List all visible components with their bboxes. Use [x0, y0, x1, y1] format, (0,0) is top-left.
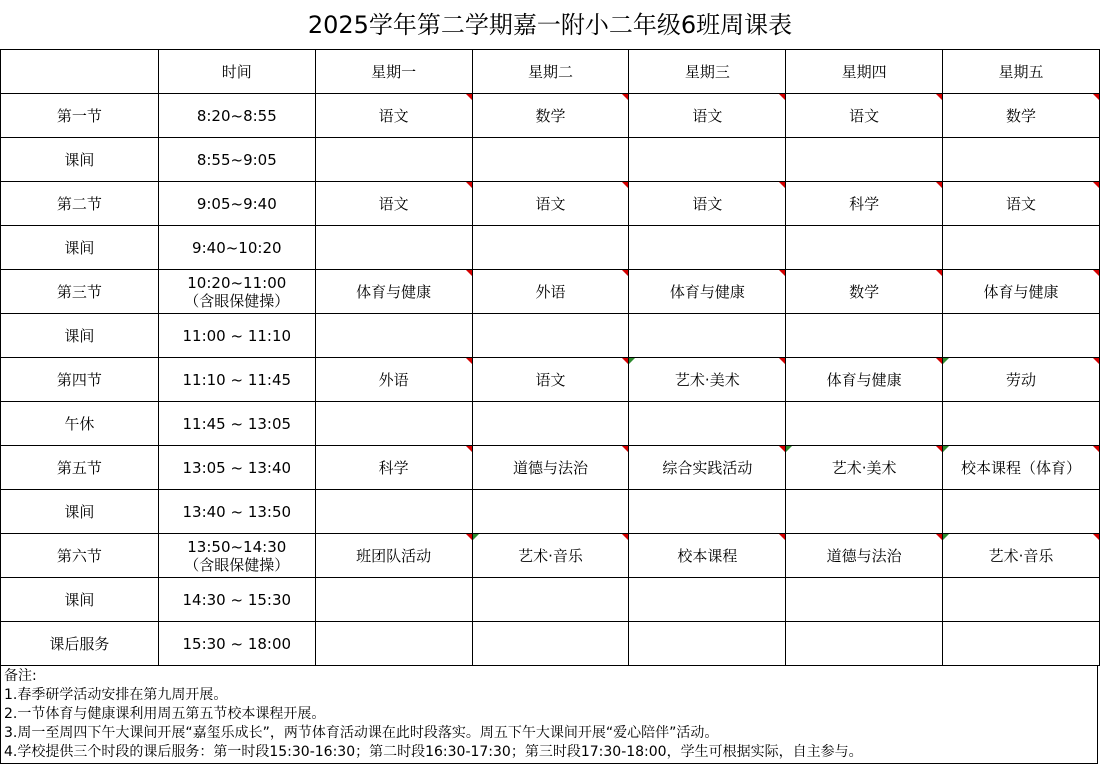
error-indicator-icon[interactable]	[629, 358, 635, 364]
lesson-cell[interactable]	[629, 622, 786, 666]
lesson-cell[interactable]	[943, 578, 1100, 622]
lesson-cell[interactable]	[315, 182, 472, 226]
header-cell: 星期四	[786, 50, 943, 94]
table-row	[1, 622, 1100, 666]
lesson-cell[interactable]	[315, 534, 472, 578]
lesson-label: 语文	[535, 194, 566, 213]
lesson-cell[interactable]	[315, 358, 472, 402]
lesson-cell[interactable]	[943, 490, 1100, 534]
lesson-cell[interactable]	[943, 138, 1100, 182]
lesson-label: 科学	[378, 458, 409, 477]
table-row	[1, 94, 1100, 138]
error-indicator-icon[interactable]	[943, 446, 949, 452]
lesson-cell[interactable]	[629, 94, 786, 138]
lesson-label: 艺术·美术	[674, 370, 740, 389]
table-row	[1, 314, 1100, 358]
lesson-cell[interactable]	[315, 94, 472, 138]
comment-indicator-icon[interactable]	[466, 270, 472, 276]
lesson-cell[interactable]	[786, 182, 943, 226]
comment-indicator-icon[interactable]	[622, 534, 628, 540]
time-range: 11:10 ~ 11:45	[182, 370, 292, 389]
lesson-label: 数学	[849, 282, 880, 301]
period-name-cell: 课间	[1, 314, 159, 358]
time-cell	[158, 534, 315, 578]
lesson-cell[interactable]	[786, 446, 943, 490]
lesson-cell[interactable]	[629, 490, 786, 534]
lesson-cell[interactable]	[943, 622, 1100, 666]
lesson-cell[interactable]	[629, 358, 786, 402]
lesson-cell[interactable]	[786, 402, 943, 446]
time-cell	[158, 402, 315, 446]
time-cell	[158, 138, 315, 182]
lesson-label: 数学	[1006, 106, 1037, 125]
comment-indicator-icon[interactable]	[1093, 534, 1099, 540]
table-row	[1, 182, 1100, 226]
lesson-label: 语文	[1006, 194, 1037, 213]
lesson-cell[interactable]	[472, 622, 629, 666]
time-cell	[158, 446, 315, 490]
period-name-cell: 课后服务	[1, 622, 159, 666]
lesson-label: 艺术·音乐	[988, 546, 1054, 565]
time-range: 9:05~9:40	[196, 194, 277, 213]
lesson-cell[interactable]	[943, 270, 1100, 314]
period-name-cell: 课间	[1, 578, 159, 622]
comment-indicator-icon[interactable]	[936, 182, 942, 188]
comment-indicator-icon[interactable]	[936, 270, 942, 276]
comment-indicator-icon[interactable]	[936, 534, 942, 540]
notes-box	[0, 665, 1098, 764]
table-row	[1, 358, 1100, 402]
lesson-label: 语文	[535, 370, 566, 389]
lesson-cell[interactable]	[943, 402, 1100, 446]
lesson-cell[interactable]	[629, 578, 786, 622]
lesson-cell[interactable]	[786, 94, 943, 138]
lesson-cell[interactable]	[943, 446, 1100, 490]
time-range: 11:45 ~ 13:05	[182, 414, 292, 433]
time-cell	[158, 226, 315, 270]
period-name-cell: 第二节	[1, 182, 159, 226]
lesson-label: 体育与健康	[356, 282, 432, 301]
comment-indicator-icon[interactable]	[936, 94, 942, 100]
table-row	[1, 270, 1100, 314]
lesson-cell[interactable]	[315, 490, 472, 534]
comment-indicator-icon[interactable]	[1093, 94, 1099, 100]
time-note: （含眼保健操）	[184, 291, 290, 310]
error-indicator-icon[interactable]	[786, 446, 792, 452]
time-note: （含眼保健操）	[184, 555, 290, 574]
table-row	[1, 490, 1100, 534]
lesson-label: 语文	[692, 194, 723, 213]
header-cell: 星期三	[629, 50, 786, 94]
lesson-cell[interactable]	[315, 578, 472, 622]
lesson-cell[interactable]	[472, 578, 629, 622]
lesson-cell[interactable]	[786, 578, 943, 622]
period-name-cell: 课间	[1, 138, 159, 182]
lesson-cell[interactable]	[472, 226, 629, 270]
time-range: 10:20~11:00	[187, 273, 287, 292]
comment-indicator-icon[interactable]	[466, 182, 472, 188]
lesson-cell[interactable]	[786, 490, 943, 534]
note-item: 3.周一至周四下午大课间开展“嘉玺乐成长”，两节体育活动课在此时段落实。周五下午大课间开展“爱心陪伴”活动。	[4, 725, 719, 741]
lesson-cell[interactable]	[315, 402, 472, 446]
period-name-cell: 第五节	[1, 446, 159, 490]
time-cell	[158, 94, 315, 138]
lesson-cell[interactable]	[943, 358, 1100, 402]
lesson-label: 语文	[378, 106, 409, 125]
period-name-cell: 第四节	[1, 358, 159, 402]
note-item: 1.春季研学活动安排在第九周开展。	[4, 687, 228, 703]
time-range: 8:55~9:05	[196, 150, 277, 169]
comment-indicator-icon[interactable]	[779, 94, 785, 100]
table-row	[1, 578, 1100, 622]
lesson-label: 语文	[849, 106, 880, 125]
lesson-cell[interactable]	[472, 446, 629, 490]
time-cell	[158, 358, 315, 402]
table-row	[1, 446, 1100, 490]
lesson-cell[interactable]	[472, 270, 629, 314]
lesson-cell[interactable]	[629, 270, 786, 314]
lesson-cell[interactable]	[315, 270, 472, 314]
comment-indicator-icon[interactable]	[779, 358, 785, 364]
lesson-cell[interactable]	[315, 446, 472, 490]
lesson-cell[interactable]	[786, 314, 943, 358]
comment-indicator-icon[interactable]	[779, 446, 785, 452]
time-range: 13:40 ~ 13:50	[182, 502, 292, 521]
comment-indicator-icon[interactable]	[466, 94, 472, 100]
lesson-cell[interactable]	[943, 226, 1100, 270]
period-name-cell: 午休	[1, 402, 159, 446]
time-cell	[158, 270, 315, 314]
lesson-label: 道德与法治	[512, 458, 588, 477]
comment-indicator-icon[interactable]	[622, 358, 628, 364]
time-cell	[158, 314, 315, 358]
lesson-cell[interactable]	[629, 402, 786, 446]
lesson-cell[interactable]	[472, 358, 629, 402]
lesson-label: 校本课程（体育）	[961, 458, 1082, 477]
lesson-label: 艺术·音乐	[518, 546, 583, 565]
lesson-cell[interactable]	[786, 270, 943, 314]
lesson-cell[interactable]	[786, 534, 943, 578]
comment-indicator-icon[interactable]	[936, 358, 942, 364]
comment-indicator-icon[interactable]	[466, 446, 472, 452]
lesson-label: 综合实践活动	[662, 458, 753, 477]
time-cell	[158, 490, 315, 534]
time-cell	[158, 622, 315, 666]
lesson-label: 数学	[535, 106, 566, 125]
lesson-label: 班团队活动	[356, 546, 432, 565]
time-range: 13:50~14:30	[187, 537, 287, 556]
lesson-cell[interactable]	[943, 94, 1100, 138]
time-cell	[158, 182, 315, 226]
lesson-cell[interactable]	[786, 358, 943, 402]
lesson-cell[interactable]	[786, 226, 943, 270]
lesson-cell[interactable]	[629, 534, 786, 578]
comment-indicator-icon[interactable]	[466, 534, 472, 540]
table-row	[1, 534, 1100, 578]
error-indicator-icon[interactable]	[943, 358, 949, 364]
lesson-label: 外语	[378, 370, 409, 389]
header-corner-cell	[1, 50, 159, 94]
period-name-cell: 第一节	[1, 94, 159, 138]
header-cell: 星期五	[943, 50, 1100, 94]
lesson-cell[interactable]	[315, 226, 472, 270]
lesson-cell[interactable]	[315, 314, 472, 358]
comment-indicator-icon[interactable]	[1093, 182, 1099, 188]
lesson-cell[interactable]	[629, 226, 786, 270]
comment-indicator-icon[interactable]	[779, 270, 785, 276]
lesson-cell[interactable]	[786, 622, 943, 666]
notes-heading: 备注:	[4, 668, 37, 684]
time-range: 8:20~8:55	[196, 106, 277, 125]
lesson-cell[interactable]	[315, 138, 472, 182]
lesson-label: 科学	[849, 194, 880, 213]
lesson-label: 体育与健康	[983, 282, 1059, 301]
lesson-cell[interactable]	[472, 138, 629, 182]
time-cell	[158, 578, 315, 622]
lesson-label: 语文	[692, 106, 723, 125]
lesson-label: 体育与健康	[826, 370, 902, 389]
comment-indicator-icon[interactable]	[466, 358, 472, 364]
period-name-cell: 课间	[1, 226, 159, 270]
time-range: 9:40~10:20	[192, 238, 282, 257]
lesson-cell[interactable]	[943, 314, 1100, 358]
lesson-label: 语文	[378, 194, 409, 213]
lesson-cell[interactable]	[786, 138, 943, 182]
comment-indicator-icon[interactable]	[1093, 446, 1099, 452]
lesson-cell[interactable]	[315, 622, 472, 666]
lesson-cell[interactable]	[472, 490, 629, 534]
lesson-cell[interactable]	[629, 138, 786, 182]
timetable	[0, 49, 1100, 666]
comment-indicator-icon[interactable]	[622, 270, 628, 276]
lesson-cell[interactable]	[472, 94, 629, 138]
lesson-label: 体育与健康	[669, 282, 745, 301]
lesson-cell[interactable]	[629, 446, 786, 490]
lesson-cell[interactable]	[943, 534, 1100, 578]
lesson-label: 校本课程	[677, 546, 738, 565]
time-range: 14:30 ~ 15:30	[182, 590, 292, 609]
header-cell: 时间	[158, 50, 315, 94]
lesson-cell[interactable]	[629, 182, 786, 226]
time-range: 13:05 ~ 13:40	[182, 458, 292, 477]
period-name-cell: 第六节	[1, 534, 159, 578]
note-item: 2.一节体育与健康课利用周五第五节校本课程开展。	[4, 706, 326, 722]
table-row	[1, 402, 1100, 446]
header-row	[1, 50, 1100, 94]
lesson-cell[interactable]	[472, 182, 629, 226]
comment-indicator-icon[interactable]	[936, 446, 942, 452]
period-name-cell: 课间	[1, 490, 159, 534]
lesson-label: 外语	[535, 282, 566, 301]
comment-indicator-icon[interactable]	[622, 182, 628, 188]
comment-indicator-icon[interactable]	[1093, 270, 1099, 276]
time-range: 11:00 ~ 11:10	[182, 326, 292, 345]
header-cell: 星期二	[472, 50, 629, 94]
error-indicator-icon[interactable]	[473, 534, 479, 540]
error-indicator-icon[interactable]	[943, 534, 949, 540]
table-row	[1, 226, 1100, 270]
lesson-cell[interactable]	[472, 402, 629, 446]
lesson-cell[interactable]	[472, 534, 629, 578]
time-range: 15:30 ~ 18:00	[182, 634, 292, 653]
note-item: 4.学校提供三个时段的课后服务：第一时段15:30-16:30；第二时段16:30-17:30；第三时段17:30-18:00，学生可根据实际，自主参与。	[4, 744, 863, 760]
comment-indicator-icon[interactable]	[1093, 358, 1099, 364]
comment-indicator-icon[interactable]	[779, 182, 785, 188]
table-row	[1, 138, 1100, 182]
lesson-cell[interactable]	[629, 314, 786, 358]
comment-indicator-icon[interactable]	[622, 94, 628, 100]
period-name-cell: 第三节	[1, 270, 159, 314]
comment-indicator-icon[interactable]	[622, 446, 628, 452]
lesson-label: 道德与法治	[826, 546, 902, 565]
comment-indicator-icon[interactable]	[779, 534, 785, 540]
lesson-cell[interactable]	[943, 182, 1100, 226]
lesson-label: 劳动	[1006, 370, 1037, 389]
lesson-label: 艺术·美术	[831, 458, 897, 477]
page-title: 2025学年第二学期嘉一附小二年级6班周课表	[307, 11, 793, 39]
lesson-cell[interactable]	[472, 314, 629, 358]
header-cell: 星期一	[315, 50, 472, 94]
